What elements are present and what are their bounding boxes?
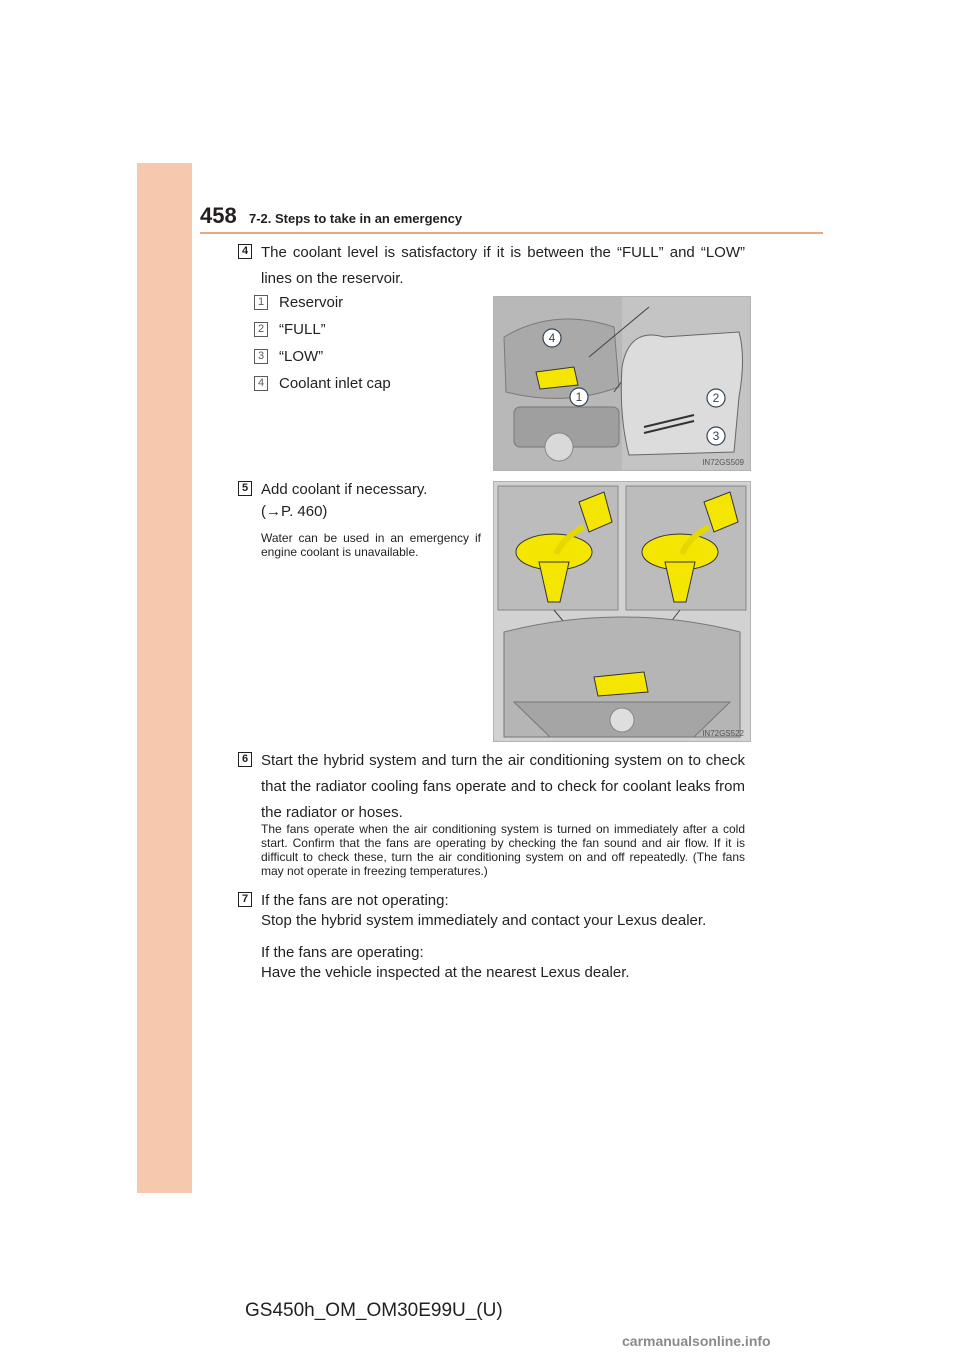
step-4-marker: 4: [238, 244, 252, 259]
callout-2-label: “FULL”: [279, 321, 326, 338]
step-5-note: Water can be used in an emergency if engine coolant is unavailable.: [261, 531, 481, 559]
svg-text:1: 1: [575, 390, 583, 404]
sidebar-tab: [137, 163, 192, 1193]
step-6-note: The fans operate when the air conditioning system is turned on immediately after a cold start. Confirm that the fans are operating by checking the fan sound and air flow. If it is difficult to check these, turn the air conditioning system on and off repeatedly. (The fans may not operate in freezing temperatures.): [261, 822, 745, 878]
step-7-marker: 7: [238, 892, 252, 907]
section-title: 7-2. Steps to take in an emergency: [249, 211, 463, 226]
callout-2-marker: 2: [254, 322, 268, 337]
step-6-marker: 6: [238, 752, 252, 767]
callout-4-label: Coolant inlet cap: [279, 375, 391, 392]
callout-3-label: “LOW”: [279, 348, 324, 365]
header-rule: [200, 232, 823, 234]
page-number: 458: [200, 203, 237, 228]
callout-1-label: Reservoir: [279, 294, 344, 311]
reservoir-figure: [493, 296, 751, 471]
step-7-line1: If the fans are not operating:: [261, 892, 449, 909]
step-5-text: Add coolant if necessary.: [261, 481, 428, 498]
callout-4-marker: 4: [254, 376, 268, 391]
figure-code: IN72GS522: [702, 729, 744, 738]
step-4-text: The coolant level is satisfactory if it is between the “FULL” and “LOW” lines on the reservoir.: [261, 244, 745, 287]
step-5-page-ref: (→P. 460): [261, 503, 328, 520]
reservoir-illustration: [494, 297, 750, 470]
svg-text:3: 3: [712, 429, 720, 443]
figure-code: IN72GS509: [702, 458, 744, 467]
svg-text:4: 4: [548, 331, 556, 345]
step-5-marker: 5: [238, 481, 252, 496]
add-coolant-figure: [493, 481, 751, 742]
callout-3-marker: 3: [254, 349, 268, 364]
step-7-line4: Have the vehicle inspected at the nearest Lexus dealer.: [261, 964, 630, 981]
footer-doc-id: GS450h_OM_OM30E99U_(U): [245, 1300, 503, 1321]
step-7-line2: Stop the hybrid system immediately and contact your Lexus dealer.: [261, 912, 707, 929]
step-7-line3: If the fans are operating:: [261, 944, 424, 961]
watermark: carmanualsonline.info: [622, 1333, 771, 1349]
svg-text:2: 2: [712, 391, 720, 405]
funnel-illustration: [494, 482, 750, 741]
step-6-text: Start the hybrid system and turn the air conditioning system on to check that the radiator cooling fans operate and to check for coolant leaks from the radiator or hoses.: [261, 752, 745, 821]
callout-1-marker: 1: [254, 295, 268, 310]
